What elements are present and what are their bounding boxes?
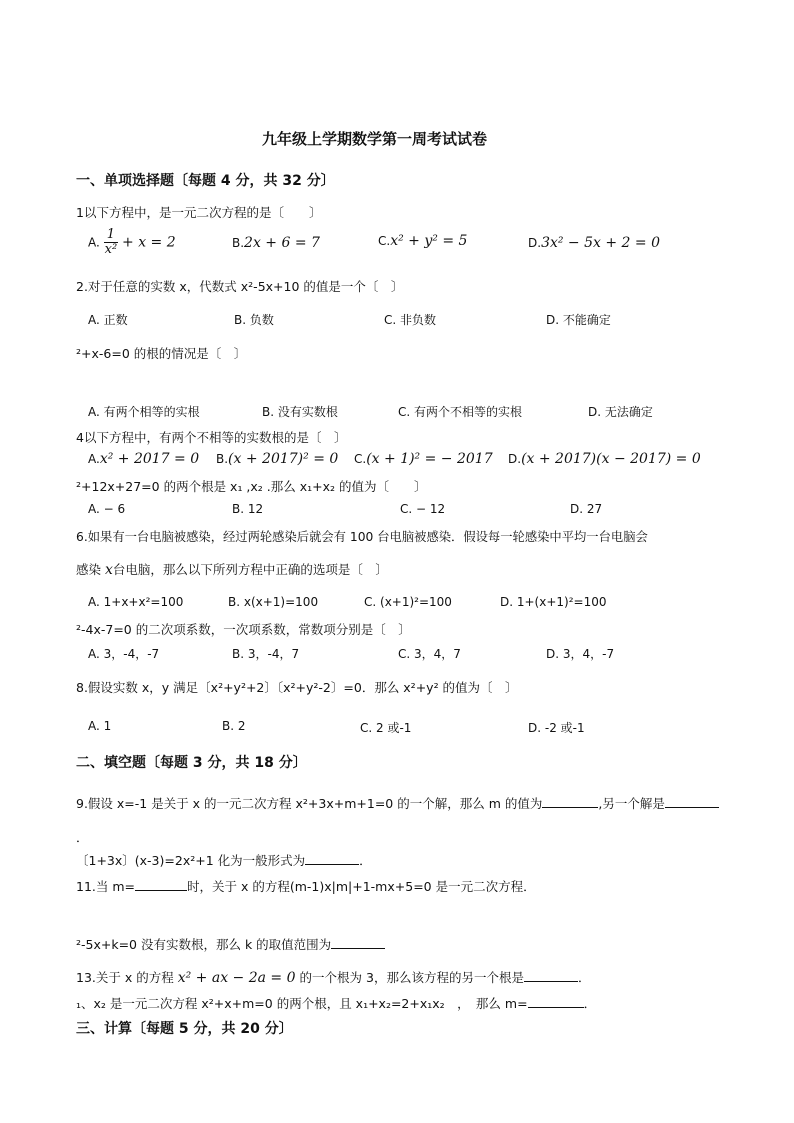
question-2-option-c: C. 非负数 [384, 313, 437, 327]
text: ． [577, 970, 591, 985]
question-10-stem [76, 851, 372, 869]
option-label: B. [232, 236, 245, 250]
option-label: C. [354, 452, 367, 466]
option-label: A. [88, 235, 100, 250]
equation: x² + 2017 = 0 [99, 451, 200, 467]
fraction-numerator: 1 [104, 228, 119, 243]
text: ²-5x+k=0 没有实数根，那么 k 的取值范围为 [76, 937, 332, 952]
question-9-end: ． [76, 830, 89, 845]
answer-blank[interactable] [331, 936, 385, 949]
question-14-stem [76, 994, 596, 1012]
question-5-option-b: B. 12 [232, 502, 264, 516]
text: 11.当 m= [76, 879, 136, 894]
answer-blank[interactable] [524, 969, 578, 982]
option-label: B. [216, 452, 229, 466]
question-3-option-a: A. 有两个相等的实根 [88, 405, 200, 419]
equation: 3x² − 5x + 2 = 0 [541, 235, 660, 251]
section-heading-choice: 一、单项选择题〔每题 4 分，共 32 分〕 [76, 173, 335, 189]
question-12-stem [76, 935, 385, 953]
question-8-stem: 8.假设实数 x，y 满足〔x²+y²+2〕〔x²+y²-2〕=0．那么 x²+y² 的值为〔 〕 [76, 680, 518, 695]
equation: (x + 2017)(x − 2017) = 0 [521, 451, 701, 467]
question-6-stem-line1: 6.如果有一台电脑被感染，经过两轮感染后就会有 100 台电脑被感染．假设每一轮感染中平均一台电脑会 [76, 530, 648, 544]
question-6-option-b: B. x(x+1)=100 [228, 595, 319, 609]
text: 时，关于 x 的方程(m-1)x|m|+1-mx+5=0 是一元二次方程． [187, 879, 536, 894]
text: 的一个根为 3，那么该方程的另一个根是 [299, 970, 524, 985]
text: 13.关于 x 的方程 [76, 970, 174, 985]
answer-blank[interactable] [135, 878, 187, 891]
text: ₁、x₂ 是一元二次方程 x²+x+m=0 的两个根，且 x₁+x₂=2+x₁x₂ ， 那么 m= [76, 996, 528, 1011]
question-2-stem: 2.对于任意的实数 x，代数式 x²-5x+10 的值是一个〔 〕 [76, 279, 404, 294]
question-4-option-a [88, 451, 199, 467]
question-6-option-a: A. 1+x+x²=100 [88, 595, 184, 609]
question-1-option-b [232, 235, 320, 251]
question-5-option-c: C. − 12 [400, 502, 446, 516]
question-8-option-d: D. -2 或-1 [528, 721, 585, 735]
question-1-stem: 1以下方程中，是一元二次方程的是〔 〕 [76, 205, 322, 220]
question-7-option-d: D. 3，4，-7 [546, 647, 615, 661]
answer-blank[interactable] [528, 995, 584, 1008]
question-3-stem: ²+x-6=0 的根的情况是〔 〕 [76, 346, 247, 361]
text: ． [583, 996, 597, 1011]
text: 感染 [76, 562, 102, 577]
question-1-option-a [88, 228, 176, 258]
equation: x² + ax − 2a = 0 [177, 970, 296, 986]
question-13-stem [76, 968, 590, 986]
text: ,另一个解是 [598, 796, 665, 811]
question-1-option-d [528, 235, 660, 251]
text: ． [359, 853, 372, 868]
equation: (x + 1)² = − 2017 [366, 451, 493, 467]
section-heading-fill-in: 二、填空题〔每题 3 分，共 18 分〕 [76, 755, 307, 771]
question-4-option-c [354, 451, 493, 467]
text: 台电脑，那么以下所列方程中正确的选项是〔 〕 [112, 562, 388, 577]
equation: (x + 2017)² = 0 [228, 451, 339, 467]
question-4-option-b [216, 451, 338, 467]
question-3-option-c: C. 有两个不相等的实根 [398, 405, 523, 419]
question-8-option-a: A. 1 [88, 719, 112, 733]
question-11-stem [76, 877, 536, 895]
question-8-option-c: C. 2 或-1 [360, 721, 412, 735]
exam-title: 九年级上学期数学第一周考试试卷 [262, 130, 488, 148]
question-7-option-b: B. 3，-4，7 [232, 647, 300, 661]
question-8-option-b: B. 2 [222, 719, 246, 733]
question-2-option-b: B. 负数 [234, 313, 274, 327]
answer-blank[interactable] [542, 795, 598, 808]
question-7-stem: ²-4x-7=0 的二次项系数，一次项系数，常数项分别是〔 〕 [76, 622, 411, 637]
section-heading-calculation: 三、计算〔每题 5 分，共 20 分〕 [76, 1021, 293, 1037]
answer-blank[interactable] [305, 852, 359, 865]
text: 〔1+3x〕(x-3)=2x²+1 化为一般形式为 [76, 853, 306, 868]
question-9-stem [76, 794, 719, 812]
option-label: D. [508, 452, 522, 466]
question-5-option-a: A. − 6 [88, 502, 126, 516]
equation: 2x + 6 = 7 [244, 235, 320, 251]
option-label: D. [528, 236, 542, 250]
question-3-option-b: B. 没有实数根 [262, 405, 338, 419]
option-label: C. [378, 234, 391, 248]
text: 9.假设 x=-1 是关于 x 的一元二次方程 x²+3x+m+1=0 的一个解，那么 m 的值为 [76, 796, 543, 811]
question-1-option-c [378, 233, 467, 249]
question-6-option-d: D. 1+(x+1)²=100 [500, 595, 607, 609]
answer-blank[interactable] [665, 795, 719, 808]
question-2-option-a: A. 正数 [88, 313, 128, 327]
option-label: A. [88, 452, 100, 466]
question-3-option-d: D. 无法确定 [588, 405, 653, 419]
question-6-option-c: C. (x+1)²=100 [364, 595, 452, 609]
question-6-stem-line2 [76, 560, 388, 578]
question-5-stem: ²+12x+27=0 的两个根是 x₁ ,x₂ .那么 x₁+x₂ 的值为〔 〕 [76, 479, 427, 494]
question-4-option-d [508, 451, 701, 467]
question-5-option-d: D. 27 [570, 502, 603, 516]
question-7-option-a: A. 3，-4，-7 [88, 647, 160, 661]
question-7-option-c: C. 3，4，7 [398, 647, 461, 661]
variable: x [105, 562, 113, 578]
question-4-stem: 4以下方程中，有两个不相等的实数根的是〔 〕 [76, 430, 347, 445]
fraction-denominator: x² [104, 242, 118, 258]
question-2-option-d: D. 不能确定 [546, 313, 611, 327]
equation: x² + y² = 5 [390, 233, 468, 249]
fraction [104, 228, 119, 258]
equation: + x = 2 [122, 234, 176, 251]
